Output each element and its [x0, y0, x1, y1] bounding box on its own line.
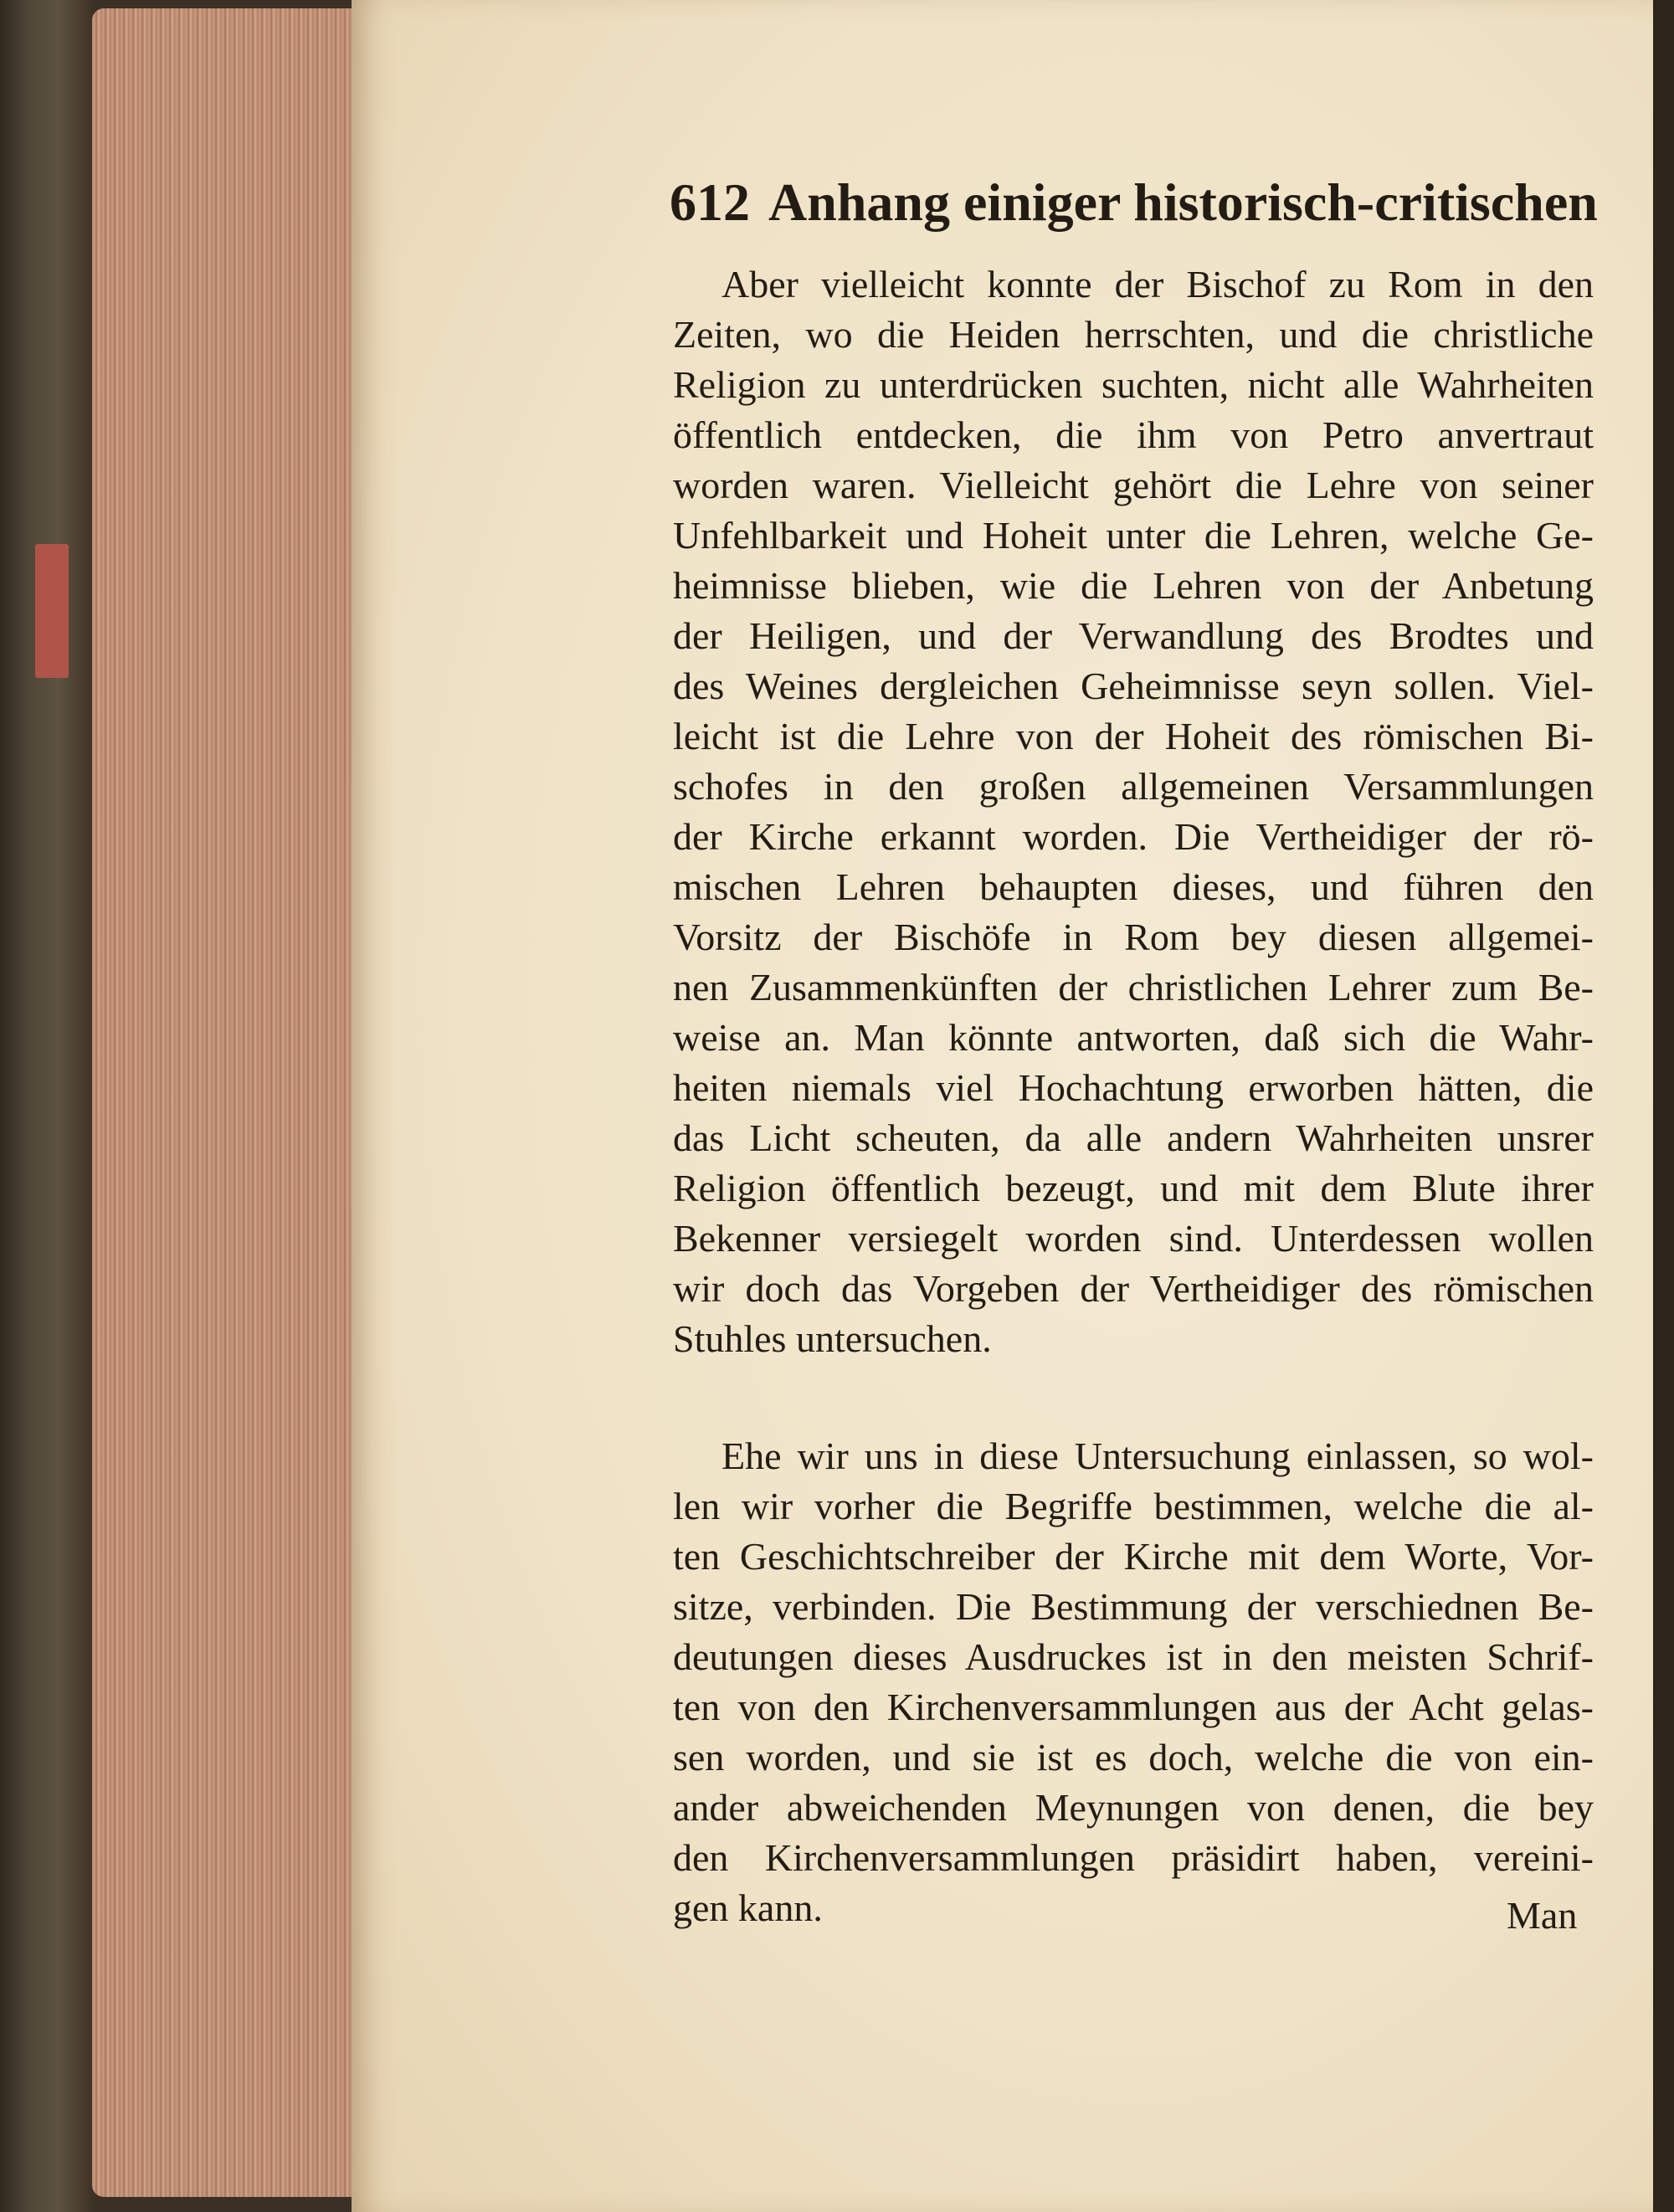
text-line: schofes in den großen allgemeinen Versammlungen [673, 765, 1594, 808]
text-line: heiten niemals viel Hochachtung erworben hätten, die [673, 1066, 1594, 1109]
text-line: Religion öffentlich bezeugt, und mit dem Blute ihrer [673, 1167, 1594, 1209]
text-line: weise an. Man könnte antworten, daß sich die Wahr- [673, 1016, 1594, 1059]
paragraph [673, 259, 1594, 1364]
paragraph-gap [673, 1364, 1594, 1431]
text-line: mischen Lehren behaupten dieses, und führen den [673, 865, 1594, 908]
text-line: ander abweichenden Meynungen von denen, die bey [673, 1786, 1594, 1829]
text-line: des Weines dergleichen Geheimnisse seyn sollen. Viel- [673, 665, 1594, 707]
text-line: wir doch das Vorgeben der Vertheidiger des römischen [673, 1267, 1594, 1310]
paragraph [673, 1431, 1594, 1933]
page-number: 612 [670, 172, 750, 232]
page-edges [92, 8, 360, 2197]
text-line: Religion zu unterdrücken suchten, nicht alle Wahrheiten [673, 363, 1594, 406]
text-line: gen kann. [673, 1886, 823, 1929]
text-line: leicht ist die Lehre von der Hoheit des römischen Bi- [673, 715, 1594, 757]
text-line: len wir vorher die Begriffe bestimmen, welche die al- [673, 1485, 1594, 1527]
text-line: Stuhles untersuchen. [673, 1317, 992, 1360]
text-line: deutungen dieses Ausdruckes ist in den meisten Schrif- [673, 1635, 1594, 1678]
text-line: der Kirche erkannt worden. Die Vertheidiger der rö- [673, 815, 1594, 858]
text-line: heimnisse blieben, wie die Lehren von der Anbetung [673, 564, 1594, 607]
text-line: worden waren. Vielleicht gehört die Lehre von seiner [673, 464, 1594, 506]
text-line: Ehe wir uns in diese Untersuchung einlassen, so wol- [721, 1434, 1594, 1477]
text-line: sitze, verbinden. Die Bestimmung der verschiednen Be- [673, 1585, 1594, 1628]
page-body [673, 259, 1594, 1933]
text-line: das Licht scheuten, da alle andern Wahrheiten unsrer [673, 1116, 1594, 1159]
text-line: Vorsitz der Bischöfe in Rom bey diesen allgemei- [673, 916, 1594, 958]
text-line: Bekenner versiegelt worden sind. Unterdessen wollen [673, 1217, 1594, 1260]
catchword: Man [1507, 1894, 1578, 1937]
running-header [670, 172, 1599, 234]
text-line: nen Zusammenkünften der christlichen Lehrer zum Be- [673, 966, 1594, 1008]
text-line: öffentlich entdecken, die ihm von Petro anvertraut [673, 413, 1594, 456]
text-line: sen worden, und sie ist es doch, welche die von ein- [673, 1736, 1594, 1778]
text-line: ten Geschichtschreiber der Kirche mit dem Worte, Vor- [673, 1535, 1594, 1578]
running-head-title: Anhang einiger historisch-critischen [768, 172, 1598, 232]
text-line: Aber vielleicht konnte der Bischof zu Rom in den [721, 263, 1594, 305]
book-cover [0, 0, 96, 2212]
text-line: Zeiten, wo die Heiden herrschten, und die christliche [673, 313, 1594, 356]
right-binding-edge [1653, 0, 1674, 2212]
cover-label-tab [35, 544, 69, 678]
text-line: ten von den Kirchenversammlungen aus der Acht gelas- [673, 1686, 1594, 1728]
text-line: Unfehlbarkeit und Hoheit unter die Lehren, welche Ge- [673, 514, 1594, 557]
text-line: den Kirchenversammlungen präsidirt haben, vereini- [673, 1836, 1594, 1879]
text-line: der Heiligen, und der Verwandlung des Brodtes und [673, 614, 1594, 657]
